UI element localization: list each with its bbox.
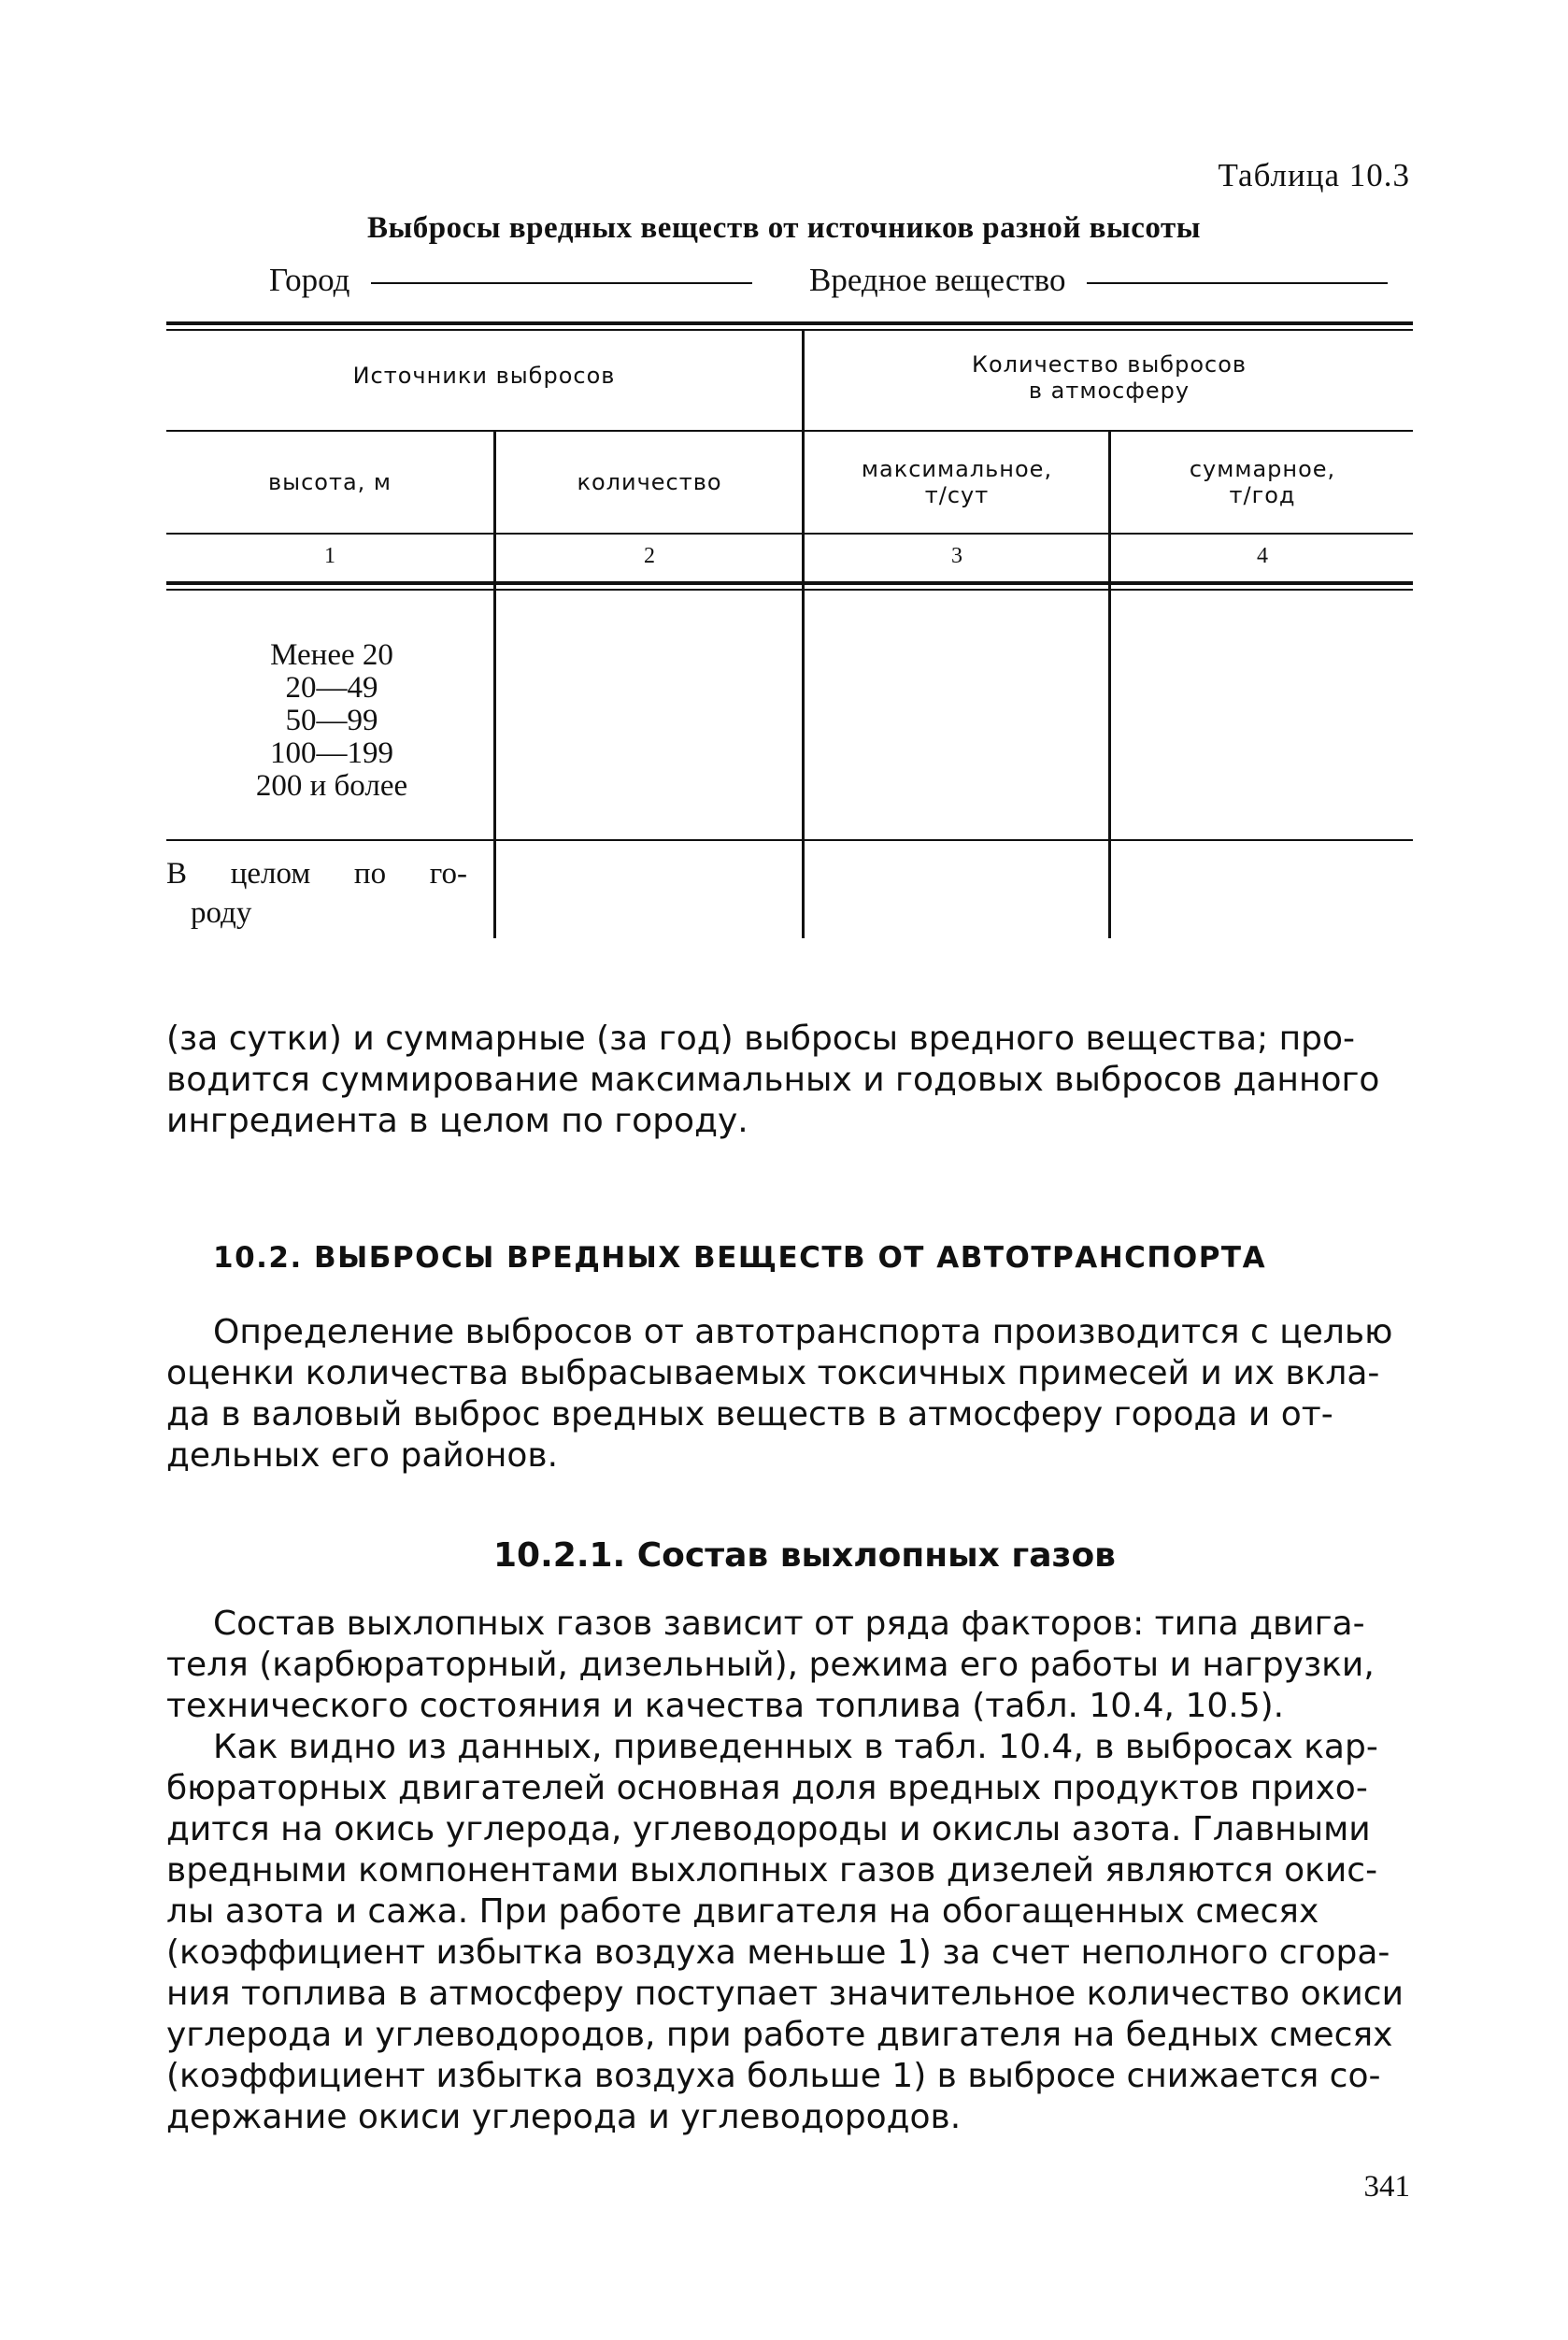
table-rule (166, 589, 1413, 591)
header-total: суммарное, т/год (1189, 456, 1336, 508)
column-number: 3 (951, 544, 962, 568)
text-line: (за сутки) и суммарные (за год) выбросы вредного вещества; про- (166, 1020, 1355, 1058)
text-line: Определение выбросов от автотранспорта производится с целью (213, 1313, 1393, 1351)
table-column-divider (493, 432, 496, 938)
text-line: Как видно из данных, приведенных в табл. 10.4, в выбросах кар- (213, 1728, 1378, 1766)
table-rule (166, 329, 1413, 331)
table-fill-fields (269, 262, 1388, 299)
table-column-divider (1108, 432, 1111, 938)
table-row: Менее 20 (270, 638, 393, 672)
text-line: (коэффициент избытка воздуха больше 1) в выбросе снижается со- (166, 2057, 1381, 2095)
paragraph-2 (166, 1727, 1413, 2138)
header-height: высота, м (267, 469, 392, 495)
table-rule (166, 533, 1413, 535)
subsection-heading: 10.2.1. Состав выхлопных газов (493, 1536, 1116, 1575)
substance-label: Вредное вещество (808, 262, 1066, 298)
table-label: Таблица 10.3 (1218, 157, 1410, 193)
text-line: Состав выхлопных газов зависит от ряда факторов: типа двига- (213, 1605, 1365, 1643)
table-row: 20—49 (285, 671, 378, 705)
header-max: максимальное, т/сут (861, 456, 1053, 508)
header-sources: Источники выбросов (352, 363, 616, 389)
substance-fill-line (1087, 282, 1388, 284)
text-line: (коэффициент избытка воздуха меньше 1) за счет неполного сгора- (166, 1933, 1390, 1972)
table-rule (166, 839, 1413, 841)
header-count: количество (577, 469, 722, 495)
table-row: 200 и более (255, 769, 408, 803)
table-rule (166, 430, 1413, 432)
text-line: оценки количества выбрасываемых токсичных примесей и их вкла- (166, 1354, 1380, 1392)
table-top-rule (166, 321, 1413, 325)
text-line: держание окиси углерода и углеводородов. (166, 2098, 962, 2136)
column-number: 4 (1257, 544, 1268, 568)
text-line: ния топлива в атмосферу поступает значительное количество окиси (166, 1975, 1404, 2013)
text-line: ингредиента в целом по городу. (166, 1102, 748, 1140)
text-line: бюраторных двигателей основная доля вредных продуктов прихо- (166, 1769, 1368, 1807)
text-line: дится на окись углерода, углеводороды и окислы азота. Главными (166, 1810, 1371, 1848)
text-line: лы азота и сажа. При работе двигателя на обогащенных смесях (166, 1892, 1319, 1931)
city-label: Город (269, 262, 350, 298)
header-amount: Количество выбросов в атмосферу (971, 351, 1247, 404)
column-number: 1 (324, 544, 335, 568)
text-line: дельных его районов. (166, 1436, 559, 1475)
table-column-divider (802, 329, 805, 938)
total-row-label: В целом по го- роду (166, 857, 467, 930)
table-rule (166, 581, 1413, 585)
text-line: да в валовый выброс вредных веществ в атмосферу города и от- (166, 1395, 1333, 1434)
page-number: 341 (1363, 2170, 1410, 2204)
table-row: 50—99 (285, 704, 378, 737)
text-line: вредными компонентами выхлопных газов дизелей являются окис- (166, 1851, 1378, 1890)
section-heading: 10.2. ВЫБРОСЫ ВРЕДНЫХ ВЕЩЕСТВ ОТ АВТОТРАНСПОРТА (213, 1241, 1267, 1275)
text-line: углерода и углеводородов, при работе двигателя на бедных смесях (166, 2016, 1393, 2054)
city-fill-line (371, 282, 752, 284)
paragraph-top (166, 1019, 1413, 1142)
text-line: водится суммирование максимальных и годовых выбросов данного (166, 1061, 1380, 1099)
column-number: 2 (644, 544, 655, 568)
table-title: Выбросы вредных веществ от источников разной высоты (367, 211, 1201, 245)
paragraph-1 (166, 1604, 1413, 1727)
text-line: технического состояния и качества топлива (табл. 10.4, 10.5). (166, 1687, 1285, 1725)
table-row: 100—199 (270, 736, 393, 770)
text-line: теля (карбюраторный, дизельный), режима его работы и нагрузки, (166, 1646, 1375, 1684)
section-paragraph (166, 1312, 1413, 1477)
height-rows (224, 639, 439, 803)
